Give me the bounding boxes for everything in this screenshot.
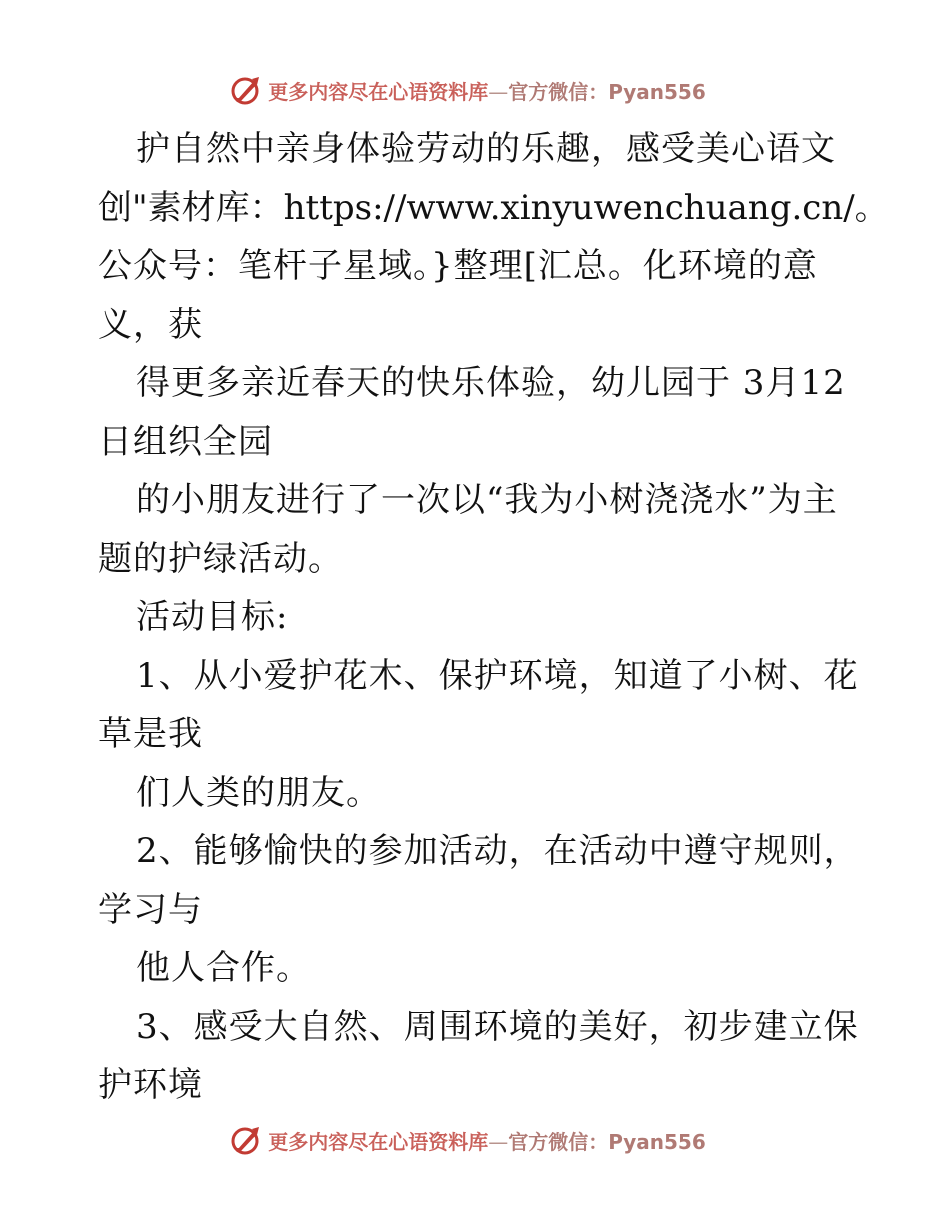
banner-separator: — xyxy=(488,1129,509,1154)
quill-pen-icon xyxy=(228,1123,262,1157)
list-item-line: 他人合作。 xyxy=(136,948,311,988)
paragraph-line: 的小朋友进行了一次以“我为小树浇浇水”为主 xyxy=(136,480,838,520)
paragraph-line: 日组织全园 xyxy=(98,421,273,462)
list-item-line: 1、从小爱护花木、保护环境，知道了小树、花 xyxy=(136,655,859,696)
document-body xyxy=(98,120,889,1115)
paragraph-line: 题的护绿活动。 xyxy=(98,538,343,579)
paragraph-line: 创"素材库：https://www.xinyuwenchuang.cn/。 xyxy=(98,187,889,228)
list-item-line: 2、能够愉快的参加活动，在活动中遵守规则， xyxy=(136,831,859,871)
list-item-line: 草是我 xyxy=(98,714,203,754)
list-item-line: 护环境 xyxy=(98,1065,203,1105)
paragraph-line: 护自然中亲身体验劳动的乐趣，感受美心语文 xyxy=(136,129,836,169)
quill-pen-icon xyxy=(228,73,262,107)
banner-wechat-id: 官方微信：Pyan556 xyxy=(508,79,706,104)
banner-site-name: 更多内容尽在心语资料库 xyxy=(268,79,489,104)
paragraph-line: 义，获 xyxy=(98,304,203,345)
footer-banner-content xyxy=(228,1123,706,1157)
section-heading: 活动目标: xyxy=(136,597,289,637)
list-item-line: 学习与 xyxy=(98,889,203,930)
list-item-line: 们人类的朋友。 xyxy=(136,772,381,813)
header-banner-content xyxy=(228,73,706,107)
paragraph-line: 公众号：笔杆子星域。}整理[汇总。化环境的意 xyxy=(98,246,818,286)
footer-banner xyxy=(0,1120,950,1160)
paragraph-line: 得更多亲近春天的快乐体验，幼儿园于 3月12 xyxy=(136,363,846,403)
banner-site-name: 更多内容尽在心语资料库 xyxy=(268,1129,489,1154)
banner-wechat-id: 官方微信：Pyan556 xyxy=(508,1129,706,1154)
header-banner xyxy=(0,70,950,110)
banner-separator: — xyxy=(488,79,509,104)
list-item-line: 3、感受大自然、周围环境的美好，初步建立保 xyxy=(136,1006,859,1047)
